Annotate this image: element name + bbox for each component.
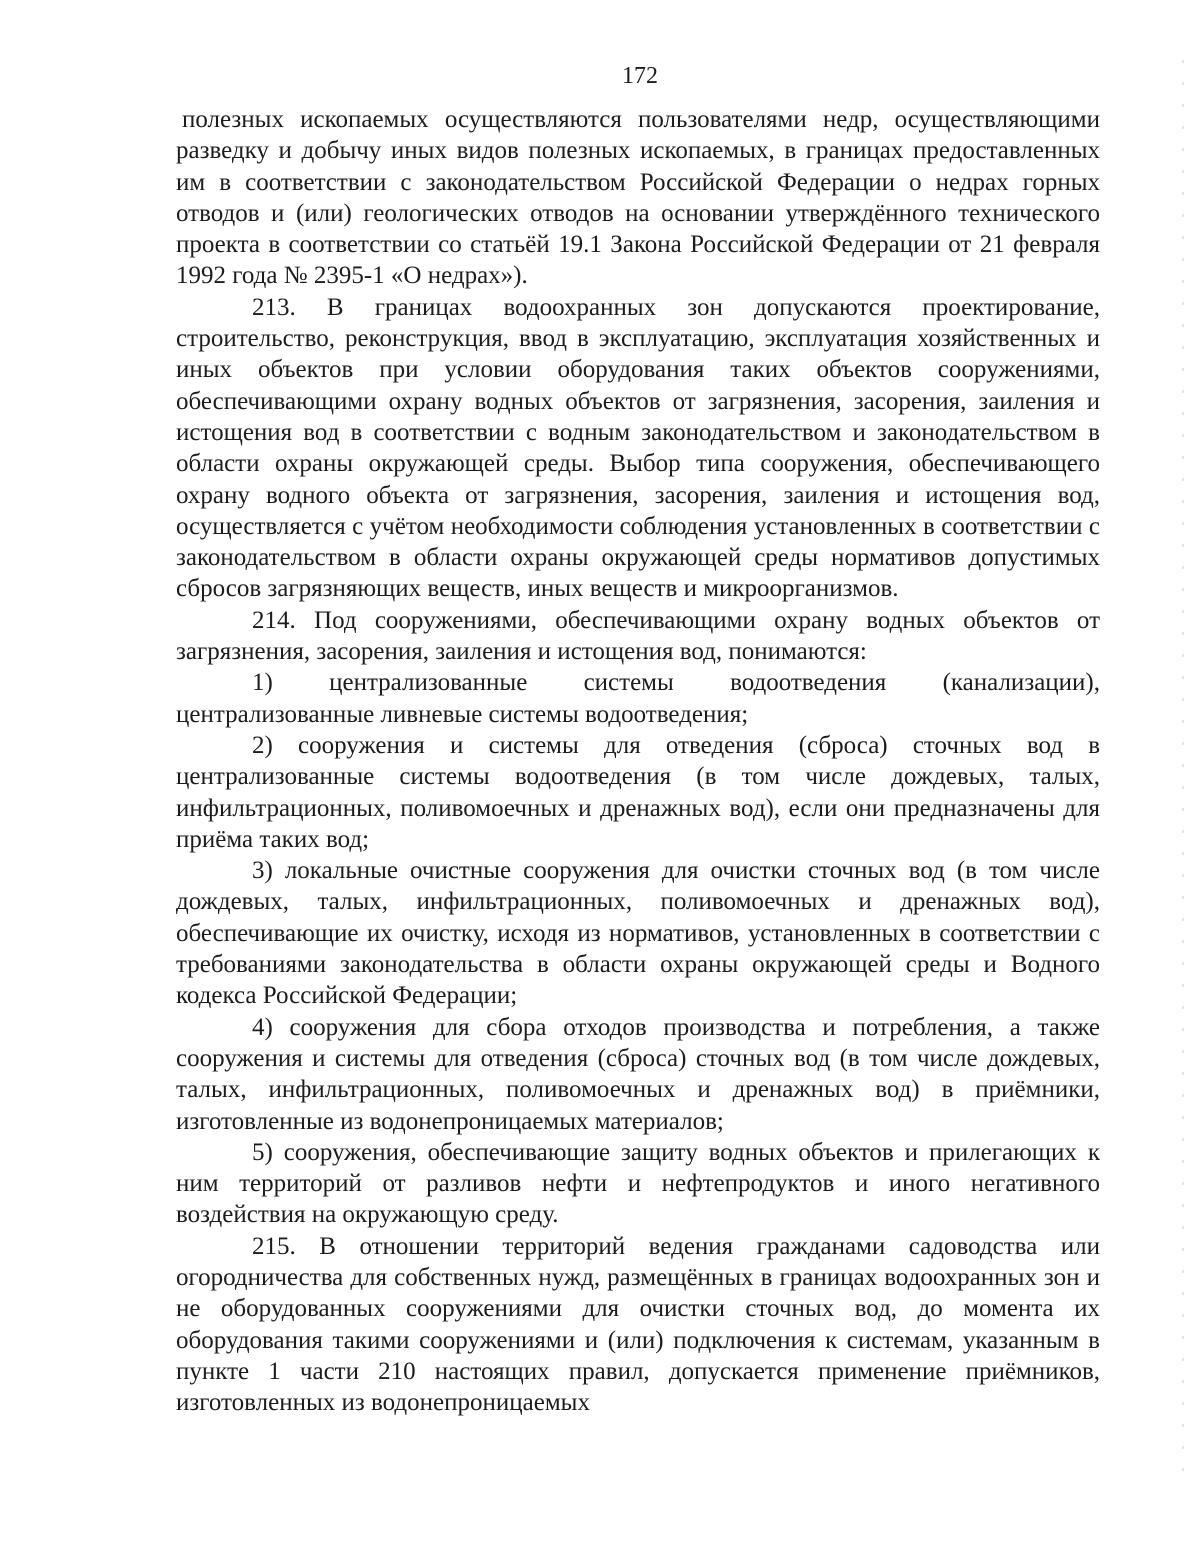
paragraph-214-item-4: 4) сооружения для сбора отходов производства и потребления, а также сооружения и системы для отведения (сброса) сточных вод (в том числе дождевых, талых, инфильтрационных, поливомоечных и дренажных вод) в приёмники, изготовленные из водонепроницаемых материалов; — [176, 1013, 1100, 1135]
paragraph-214-item-2: 2) сооружения и системы для отведения (сброса) сточных вод в централизованные системы водоотведения (в том числе дождевых, талых, инфильтрационных, поливомоечных и дренажных вод), если они предназначены для приёма таких вод; — [176, 731, 1100, 853]
paragraph-214-item-5: 5) сооружения, обеспечивающие защиту водных объектов и прилегающих к ним территорий от разливов нефти и нефтепродуктов и иного негативного воздействия на окружающую среду. — [176, 1138, 1100, 1229]
paragraph-214: 214. Под сооружениями, обеспечивающими охрану водных объектов от загрязнения, засорения, заиления и истощения вод, понимаются: — [176, 606, 1100, 666]
page-number: 172 — [622, 63, 658, 89]
paragraph-213: 213. В границах водоохранных зон допускаются проектирование, строительство, реконструкция, ввод в эксплуатацию, эксплуатация хозяйственных и иных объектов при условии оборудования таких объектов сооружениями, обеспечивающими охрану водных объектов от загрязнения, засорения, заиления и истощения вод в соответствии с водным законодательством и законодательством в области охраны окружающей среды. Выбор типа сооружения, обеспечивающего охрану водного объекта от загрязнения, засорения, заиления и истощения вод, осуществляется с учётом необходимости соблюдения установленных в соответствии с законодательством в области охраны окружающей среды нормативов допустимых сбросов загрязняющих веществ, иных веществ и микроорганизмов. — [176, 293, 1100, 603]
paragraph-215: 215. В отношении территорий ведения гражданами садоводства или огородничества для собственных нужд, размещённых в границах водоохранных зон и не оборудованных сооружениями для очистки сточных вод, до момента их оборудования такими сооружениями и (или) подключения к системам, указанным в пункте 1 части 210 настоящих правил, допускается применение приёмников, изготовленных из водонепроницаемых — [176, 1232, 1100, 1417]
paragraph-214-item-1: 1) централизованные системы водоотведения (канализации), централизованные ливневые системы водоотведения; — [176, 669, 1100, 728]
document-body — [176, 104, 1100, 1418]
paragraph-214-item-3: 3) локальные очистные сооружения для очистки сточных вод (в том числе дождевых, талых, инфильтрационных, поливомоечных и дренажных вод), обеспечивающие их очистку, исходя из нормативов, установленных в соответствии с требованиями законодательства в области охраны окружающей среды и Водного кодекса Российской Федерации; — [176, 857, 1100, 1010]
paragraph-continuation: полезных ископаемых осуществляются пользователями недр, осуществляющими разведку и добычу иных видов полезных ископаемых, в границах предоставленных им в соответствии с законодательством Российской Федерации о недрах горных отводов и (или) геологических отводов на основании утверждённого технического проекта в соответствии со статьёй 19.1 Закона Российской Федерации от 21 февраля 1992 года № 2395-1 «О недрах»). — [176, 106, 1100, 290]
scan-edge-marks — [1182, 60, 1184, 1490]
